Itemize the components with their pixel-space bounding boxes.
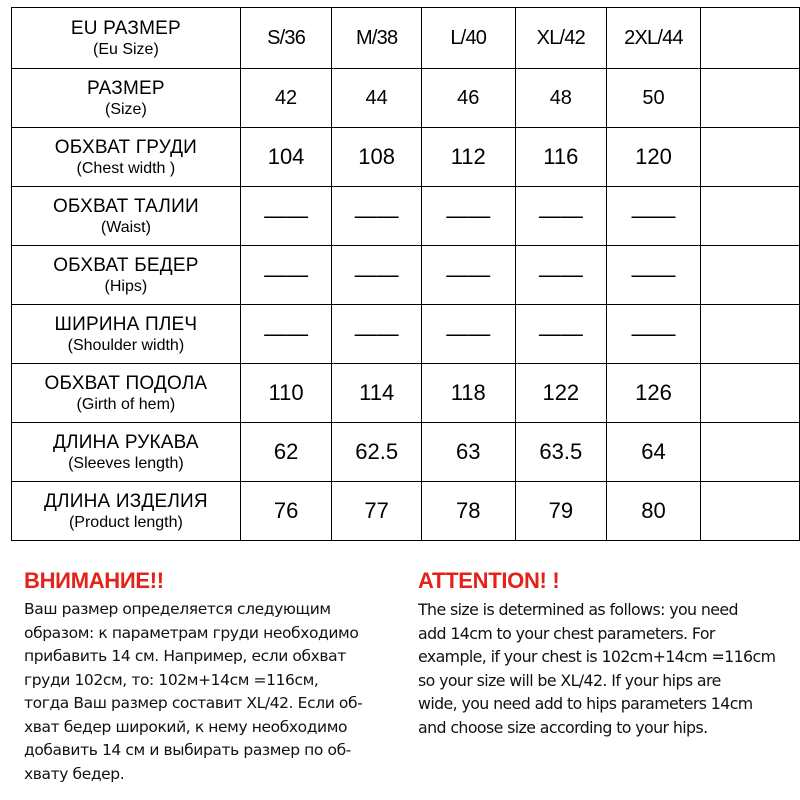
row-label-english: (Eu Size) <box>92 40 159 58</box>
attention-note-english <box>418 566 800 739</box>
table-cell: 80 <box>607 482 701 541</box>
table-cell: —— <box>607 246 701 305</box>
attention-body-ru: Ваш размер определяется следующим образом: к параметрам груди необходимо прибавить 14 см. Например, если обхват груди 102см, то: 102м+14см =116см, тогда Ваш размер составит XL/42. Если об- хват бедер широкий, к нему необходимо добавить 14 см и выбирать размер по об- хвату бедер. <box>24 600 363 783</box>
table-cell: 110 <box>240 364 332 423</box>
table-cell: 78 <box>421 482 515 541</box>
table-row <box>12 69 800 128</box>
attention-note-russian <box>24 566 414 786</box>
table-row <box>12 246 800 305</box>
table-row <box>12 482 800 541</box>
table-cell: 63 <box>421 423 515 482</box>
table-cell: 63.5 <box>515 423 607 482</box>
table-cell: —— <box>421 246 515 305</box>
table-cell: 104 <box>240 128 332 187</box>
table-row <box>12 364 800 423</box>
table-cell <box>700 246 799 305</box>
row-label-russian: ОБХВАТ БЕДЕР <box>53 254 199 276</box>
attention-title-en: ATTENTION! ! <box>418 568 560 593</box>
row-label-english: (Sleeves length) <box>68 454 184 472</box>
attention-body-en: The size is determined as follows: you need add 14cm to your chest parameters. For example, if your chest is 102cm+14cm =116cm so your size will be XL/42. If your hips are wide, you need add to hips parameters 14cm and choose size according to your hips. <box>418 600 776 737</box>
size-chart-table <box>11 7 800 541</box>
table-cell: —— <box>332 305 422 364</box>
table-cell: —— <box>515 305 607 364</box>
size-chart-body <box>12 8 800 541</box>
table-cell: 108 <box>332 128 422 187</box>
table-cell: 118 <box>421 364 515 423</box>
table-cell: 79 <box>515 482 607 541</box>
table-cell <box>700 128 799 187</box>
table-row <box>12 187 800 246</box>
row-label-cell <box>12 305 241 364</box>
table-cell: —— <box>240 246 332 305</box>
attention-title-ru: ВНИМАНИЕ!! <box>24 568 164 593</box>
table-cell: —— <box>332 246 422 305</box>
row-label-cell <box>12 423 241 482</box>
row-label-russian: ШИРИНА ПЛЕЧ <box>54 313 198 335</box>
table-cell: —— <box>240 305 332 364</box>
table-cell: 116 <box>515 128 607 187</box>
table-row <box>12 8 800 69</box>
row-label-russian: ДЛИНА РУКАВА <box>52 431 199 453</box>
row-label-russian: ОБХВАТ ГРУДИ <box>54 136 198 158</box>
row-label-russian: ОБХВАТ ТАЛИИ <box>52 195 199 217</box>
row-label-cell <box>12 69 241 128</box>
table-cell: M/38 <box>332 8 422 69</box>
table-cell: —— <box>607 187 701 246</box>
row-label-russian: ОБХВАТ ПОДОЛА <box>44 372 208 394</box>
table-cell: —— <box>421 305 515 364</box>
row-label-english: (Hips) <box>104 277 148 295</box>
row-label-cell <box>12 187 241 246</box>
table-cell: —— <box>515 246 607 305</box>
table-cell: 44 <box>332 69 422 128</box>
table-cell: XL/42 <box>515 8 607 69</box>
table-cell: 46 <box>421 69 515 128</box>
table-cell <box>700 187 799 246</box>
table-cell <box>700 69 799 128</box>
table-cell <box>700 305 799 364</box>
table-cell: —— <box>607 305 701 364</box>
table-cell: L/40 <box>421 8 515 69</box>
table-cell: S/36 <box>240 8 332 69</box>
table-cell <box>700 482 799 541</box>
table-cell: 76 <box>240 482 332 541</box>
table-cell: 114 <box>332 364 422 423</box>
row-label-cell <box>12 482 241 541</box>
table-row <box>12 128 800 187</box>
table-cell: 120 <box>607 128 701 187</box>
table-cell: —— <box>515 187 607 246</box>
table-cell: 62.5 <box>332 423 422 482</box>
table-cell: 64 <box>607 423 701 482</box>
table-cell: 2XL/44 <box>607 8 701 69</box>
row-label-english: (Waist) <box>100 218 151 236</box>
table-cell: 112 <box>421 128 515 187</box>
row-label-english: (Product length) <box>68 513 183 531</box>
table-row <box>12 423 800 482</box>
table-cell: 50 <box>607 69 701 128</box>
table-cell: 126 <box>607 364 701 423</box>
table-row <box>12 305 800 364</box>
row-label-russian: EU РАЗМЕР <box>70 17 181 39</box>
row-label-cell <box>12 128 241 187</box>
row-label-russian: ДЛИНА ИЗДЕЛИЯ <box>43 490 208 512</box>
row-label-english: (Shoulder width) <box>67 336 185 354</box>
table-cell: —— <box>240 187 332 246</box>
row-label-cell <box>12 364 241 423</box>
table-cell: 42 <box>240 69 332 128</box>
table-cell: —— <box>421 187 515 246</box>
table-cell: 62 <box>240 423 332 482</box>
row-label-cell <box>12 8 241 69</box>
table-cell: 48 <box>515 69 607 128</box>
row-label-cell <box>12 246 241 305</box>
table-cell: 122 <box>515 364 607 423</box>
row-label-english: (Size) <box>105 100 147 118</box>
table-cell <box>700 423 799 482</box>
table-cell: 77 <box>332 482 422 541</box>
row-label-english: (Chest width ) <box>76 159 176 177</box>
table-cell: —— <box>332 187 422 246</box>
table-cell <box>700 364 799 423</box>
row-label-russian: РАЗМЕР <box>87 77 165 99</box>
table-cell <box>700 8 799 69</box>
row-label-english: (Girth of hem) <box>76 395 176 413</box>
